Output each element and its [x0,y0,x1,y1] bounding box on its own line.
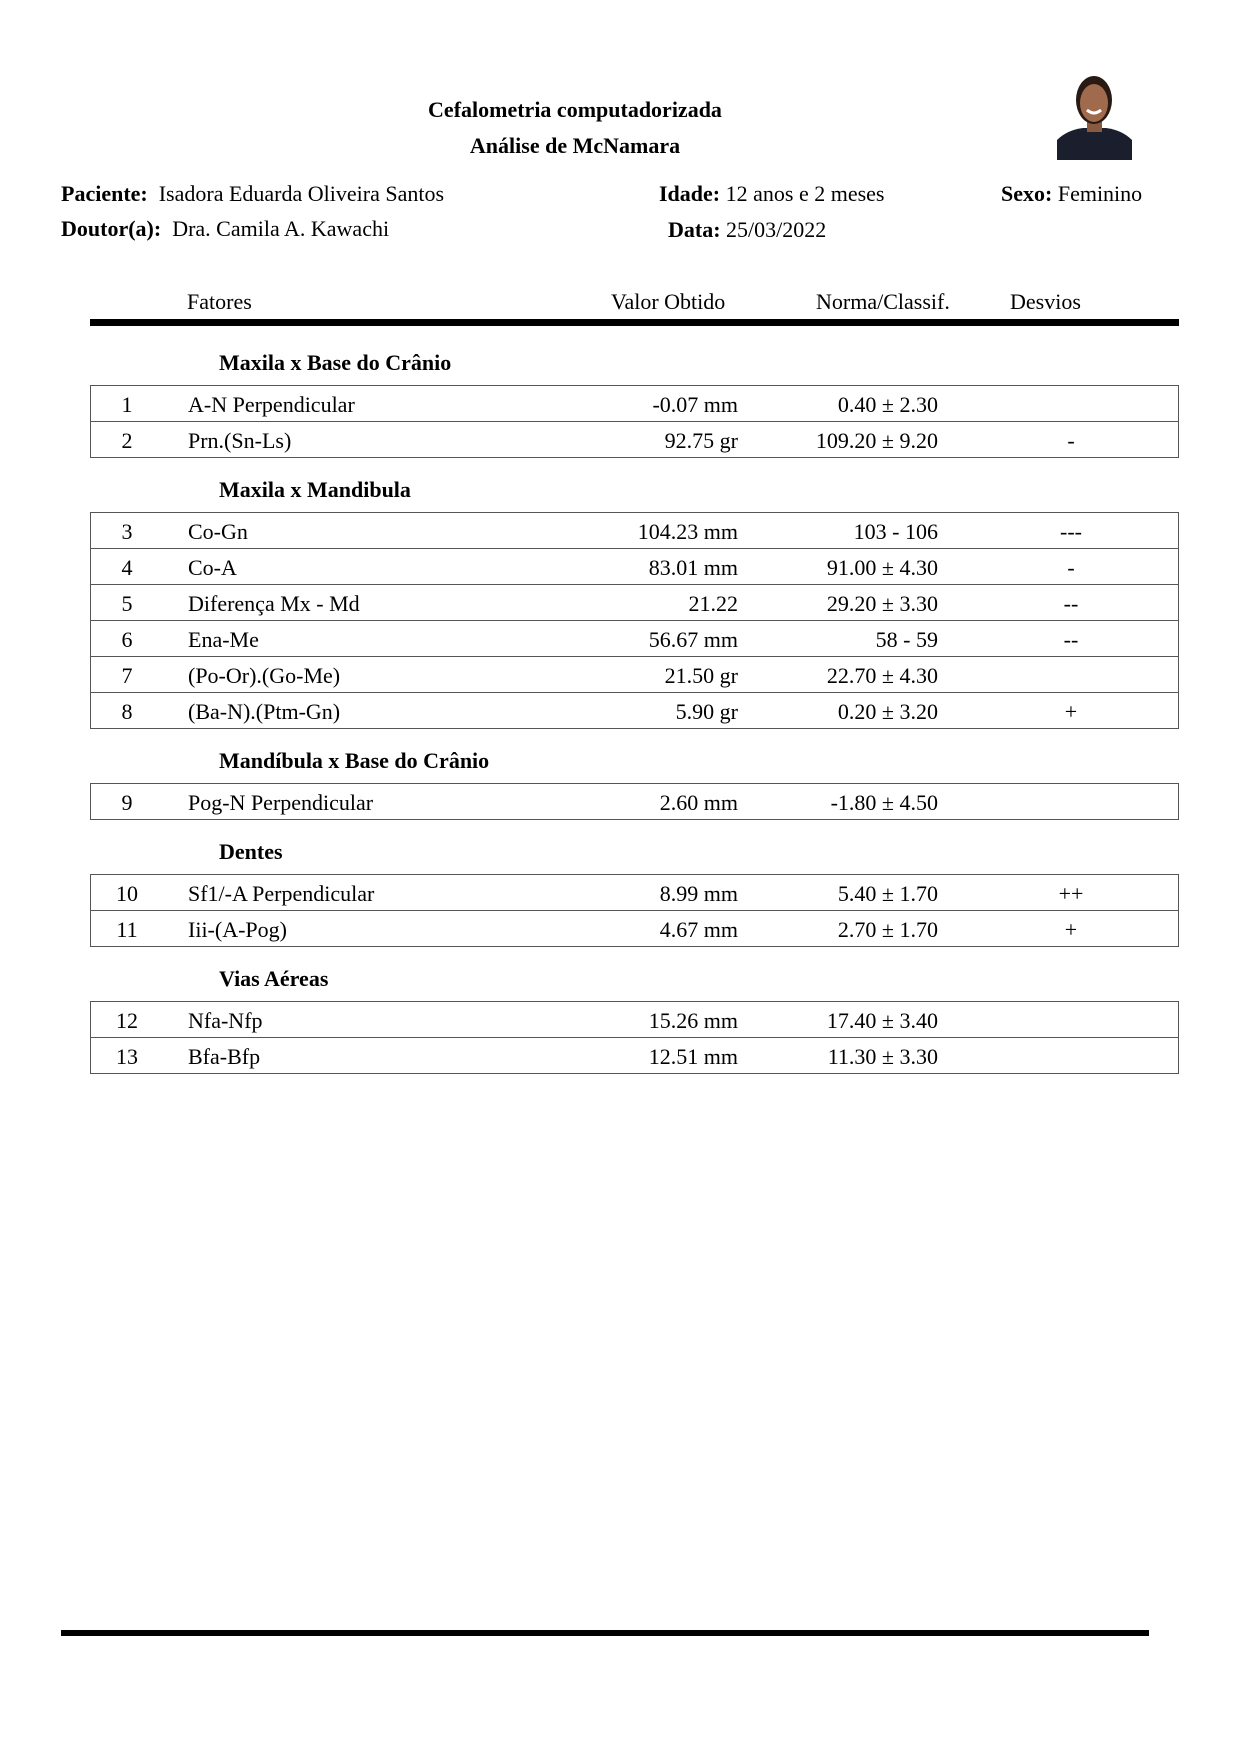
deviation: --- [1060,519,1082,544]
column-header-fatores: Fatores [187,289,252,314]
obtained-value: 2.60 mm [659,790,738,815]
table-row [91,784,1178,819]
table-row [91,1037,1178,1073]
patient-label: Paciente: [61,181,148,206]
table-row [91,584,1178,620]
factor-name: Pog-N Perpendicular [188,790,374,815]
row-number: 13 [116,1044,138,1069]
date-label: Data: [668,217,721,242]
section-table [90,783,1179,820]
table-row [91,421,1178,457]
obtained-value: 12.51 mm [648,1044,738,1069]
norm-value: 91.00 ± 4.30 [826,555,938,580]
date-value: 25/03/2022 [726,217,827,242]
section-table [90,385,1179,458]
norm-value: 11.30 ± 3.30 [827,1044,938,1069]
age-field [659,181,884,207]
row-number: 12 [116,1008,138,1033]
age-label: Idade: [659,181,721,206]
row-number: 5 [121,591,133,616]
factor-name: Ena-Me [188,627,259,652]
deviation: ++ [1058,881,1084,906]
section-heading: Mandíbula x Base do Crânio [219,748,490,773]
section-table [90,874,1179,947]
section-heading: Vias Aéreas [219,966,329,991]
doctor-name: Dra. Camila A. Kawachi [172,216,390,241]
factor-name: Prn.(Sn-Ls) [188,428,292,453]
patient-name: Isadora Eduarda Oliveira Santos [158,181,445,206]
table-row [91,692,1178,728]
obtained-value: 21.22 [688,591,738,616]
column-header-norma: Norma/Classif. [816,289,950,314]
row-number: 6 [121,627,133,652]
norm-value: 0.20 ± 3.20 [837,699,938,724]
row-number: 10 [116,881,138,906]
norm-value: 2.70 ± 1.70 [837,917,938,942]
obtained-value: 83.01 mm [648,555,738,580]
factor-name: Iii-(A-Pog) [188,917,287,942]
obtained-value: 104.23 mm [637,519,738,544]
norm-value: 22.70 ± 4.30 [826,663,938,688]
factor-name: Co-A [188,555,237,580]
row-number: 2 [121,428,133,453]
obtained-value: 15.26 mm [648,1008,738,1033]
row-number: 7 [121,663,133,688]
column-header-valor: Valor Obtido [611,289,726,314]
factor-name: Bfa-Bfp [188,1044,261,1069]
row-number: 9 [121,790,133,815]
report-title: Cefalometria computadorizada [428,97,722,122]
factor-name: (Po-Or).(Go-Me) [188,663,341,688]
obtained-value: 56.67 mm [648,627,738,652]
header-divider [90,319,1179,326]
obtained-value: 92.75 gr [664,428,738,453]
table-row [91,656,1178,692]
factor-name: Co-Gn [188,519,248,544]
section-table [90,512,1179,729]
obtained-value: 4.67 mm [659,917,738,942]
obtained-value: -0.07 mm [652,392,738,417]
norm-value: -1.80 ± 4.50 [830,790,938,815]
section-heading: Maxila x Mandibula [219,477,411,502]
norm-value: 103 - 106 [853,519,938,544]
row-number: 1 [121,392,133,417]
date-field [668,217,826,243]
column-header-desvios: Desvios [1010,289,1081,314]
section-heading: Maxila x Base do Crânio [219,350,452,375]
factor-name: Sf1/-A Perpendicular [188,881,375,906]
table-row [91,513,1178,548]
row-number: 3 [121,519,133,544]
norm-value: 58 - 59 [875,627,938,652]
patient-name-field [61,181,444,207]
obtained-value: 21.50 gr [664,663,738,688]
deviation: + [1064,699,1078,724]
sex-value: Feminino [1057,181,1143,206]
factor-name: Diferença Mx - Md [188,591,360,616]
doctor-field [61,216,389,242]
factor-name: (Ba-N).(Ptm-Gn) [188,699,341,724]
deviation: -- [1063,591,1079,616]
table-row [91,875,1178,910]
norm-value: 0.40 ± 2.30 [837,392,938,417]
norm-value: 109.20 ± 9.20 [815,428,938,453]
factor-name: A-N Perpendicular [188,392,355,417]
deviation: - [1067,428,1075,453]
doctor-label: Doutor(a): [61,216,162,241]
norm-value: 29.20 ± 3.30 [826,591,938,616]
norm-value: 5.40 ± 1.70 [837,881,938,906]
patient-photo [1057,68,1132,160]
results-tables [90,340,1179,1074]
table-row [91,910,1178,946]
table-row [91,1002,1178,1037]
obtained-value: 8.99 mm [659,881,738,906]
factor-name: Nfa-Nfp [188,1008,263,1033]
deviation: + [1064,917,1078,942]
report-subtitle: Análise de McNamara [469,133,681,158]
section-table [90,1001,1179,1074]
deviation: -- [1063,627,1079,652]
row-number: 4 [121,555,133,580]
table-row [91,386,1178,421]
section-heading: Dentes [219,839,283,864]
table-row [91,620,1178,656]
row-number: 8 [121,699,133,724]
age-value: 12 anos e 2 meses [725,181,885,206]
obtained-value: 5.90 gr [675,699,738,724]
deviation: - [1067,555,1075,580]
table-row [91,548,1178,584]
sex-field [1001,181,1142,207]
footer-divider [61,1630,1149,1636]
row-number: 11 [116,917,138,942]
norm-value: 17.40 ± 3.40 [826,1008,938,1033]
sex-label: Sexo: [1001,181,1053,206]
